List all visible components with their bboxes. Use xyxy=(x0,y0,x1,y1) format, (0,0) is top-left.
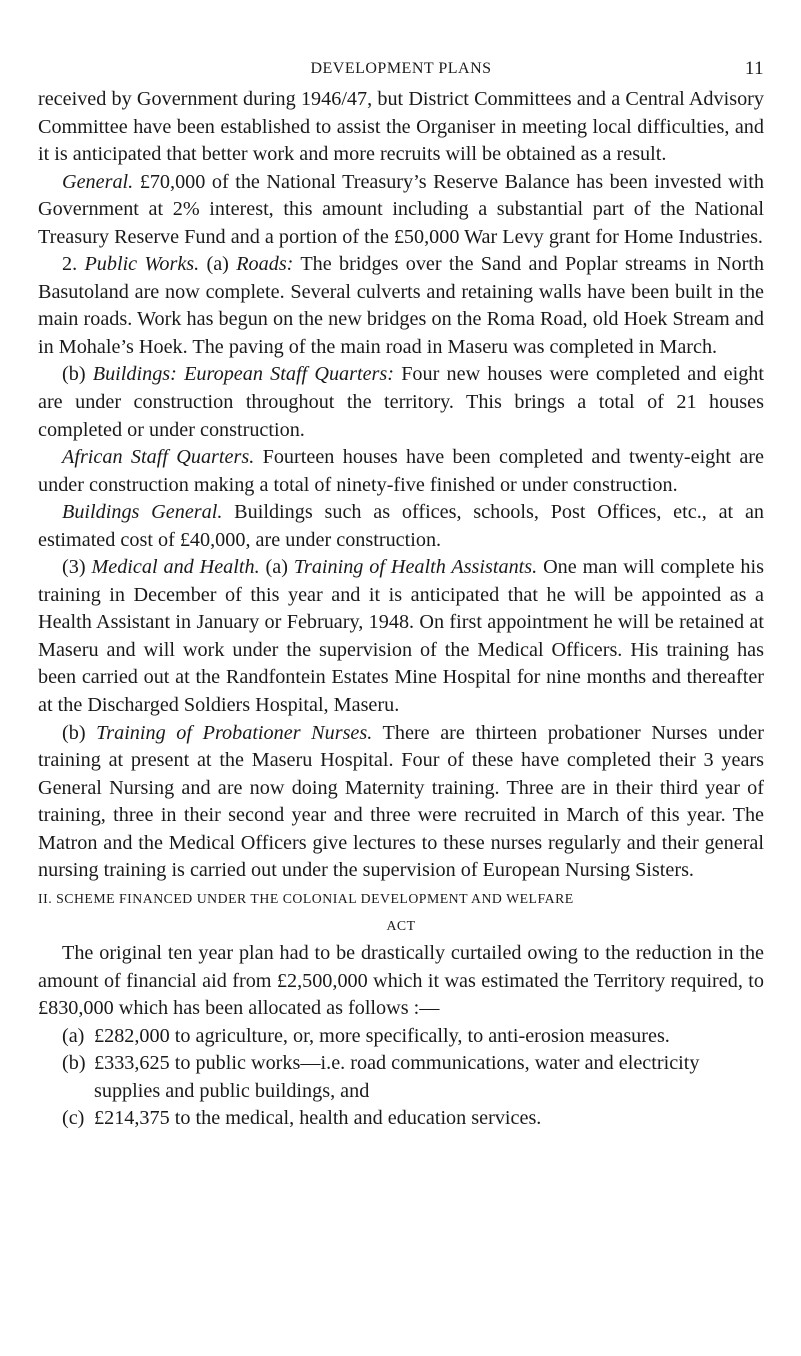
allocation-list xyxy=(38,1023,764,1133)
page-header xyxy=(38,0,764,86)
section-heading xyxy=(38,885,764,940)
section-heading-line2: ACT xyxy=(386,918,416,934)
list-item: (b) £333,625 to public works—i.e. road communications, water and electricity supplies and public buildings, and xyxy=(62,1052,700,1102)
paragraph: received by Government during 1946/47, but District Committees and a Central Advisory Committee have been established to assist the Organiser in meeting local difficulties, and it is anticipated that better work and more recruits will be obtained as a result. xyxy=(38,88,764,166)
list-marker: (c) xyxy=(62,1107,85,1130)
paragraph-lead: Buildings General. xyxy=(62,501,223,524)
paragraph-lead: African Staff Quarters. xyxy=(62,446,255,469)
paragraph: (b) Buildings: European Staff Quarters: Four new houses were completed and eight are under construction throughout the territory. This brings a total of 21 houses completed or under construction. xyxy=(38,363,764,441)
list-marker: (b) xyxy=(62,1052,86,1075)
list-item: (c) £214,375 to the medical, health and education services. xyxy=(38,1105,764,1133)
paragraph-lead: Training of Probationer Nurses. xyxy=(96,721,373,744)
document-page xyxy=(38,0,764,1133)
page-number: 11 xyxy=(744,58,764,79)
list-marker: (a) xyxy=(62,1024,85,1047)
paragraph: Buildings General. Buildings such as offices, schools, Post Offices, etc., at an estimated cost of £40,000, are under construction. xyxy=(38,501,764,551)
running-title: DEVELOPMENT PLANS xyxy=(310,60,492,77)
section-heading-line1: II. SCHEME FINANCED UNDER THE COLONIAL DEVELOPMENT AND WELFARE xyxy=(38,890,574,906)
paragraph-lead: Buildings: European Staff Quarters: xyxy=(92,363,394,386)
paragraph: African Staff Quarters. Fourteen houses have been completed and twenty-eight are under construction making a total of ninety-five finished or under construction. xyxy=(38,446,764,496)
paragraph-lead: Public Works. xyxy=(84,253,200,276)
paragraph-lead: General. xyxy=(62,170,134,193)
list-item: (a) £282,000 to agriculture, or, more specifically, to anti-erosion measures. xyxy=(38,1023,764,1051)
paragraph: The original ten year plan had to be drastically curtailed owing to the reduction in the amount of financial aid from £2,500,000 which it was estimated the Territory required, to £830,000 which has been allocated as follows :— xyxy=(38,941,764,1020)
paragraph: General. £70,000 of the National Treasury’s Reserve Balance has been invested with Government at 2% interest, this amount including a substantial part of the National Treasury Reserve Fund and a portion of the £50,000 War Levy grant for Home Industries. xyxy=(38,170,764,248)
paragraph-sublead: Roads: xyxy=(236,253,294,276)
paragraph: (b) Training of Probationer Nurses. There are thirteen probationer Nurses under training at present at the Maseru Hospital. Four of these have completed their 3 years General Nursing and are now doing Maternity training. Three are in their third year of training, three in their second year and three were recruited in March of this year. The Matron and the Medical Officers give lectures to these nurses regularly and their general nursing training is carried out under the supervision of European Nursing Sisters. xyxy=(38,721,764,882)
paragraph-lead: Medical and Health. xyxy=(91,556,260,579)
paragraph-sublead: Training of Health Assistants. xyxy=(293,556,538,579)
paragraph: 2. Public Works. (a) Roads: The bridges over the Sand and Poplar streams in North Basutoland are now complete. Several culverts and retaining walls have been built in the main roads. Work has begun on the new bridges on the Roma Road, old Hoek Stream and in Mohale’s Hoek. The paving of the main road in Maseru was completed in March. xyxy=(38,253,764,358)
paragraph: (3) Medical and Health. (a) Training of Health Assistants. One man will complete his training in December of this year and it is anticipated that he will be appointed as a Health Assistant in January or February, 1948. On first appointment he will be retained at Maseru and will work under the supervision of the Medical Officers. His training has been carried out at the Randfontein Estates Mine Hospital for nine months and thereafter at the Discharged Soldiers Hospital, Maseru. xyxy=(38,556,764,717)
body-text xyxy=(38,86,764,1133)
